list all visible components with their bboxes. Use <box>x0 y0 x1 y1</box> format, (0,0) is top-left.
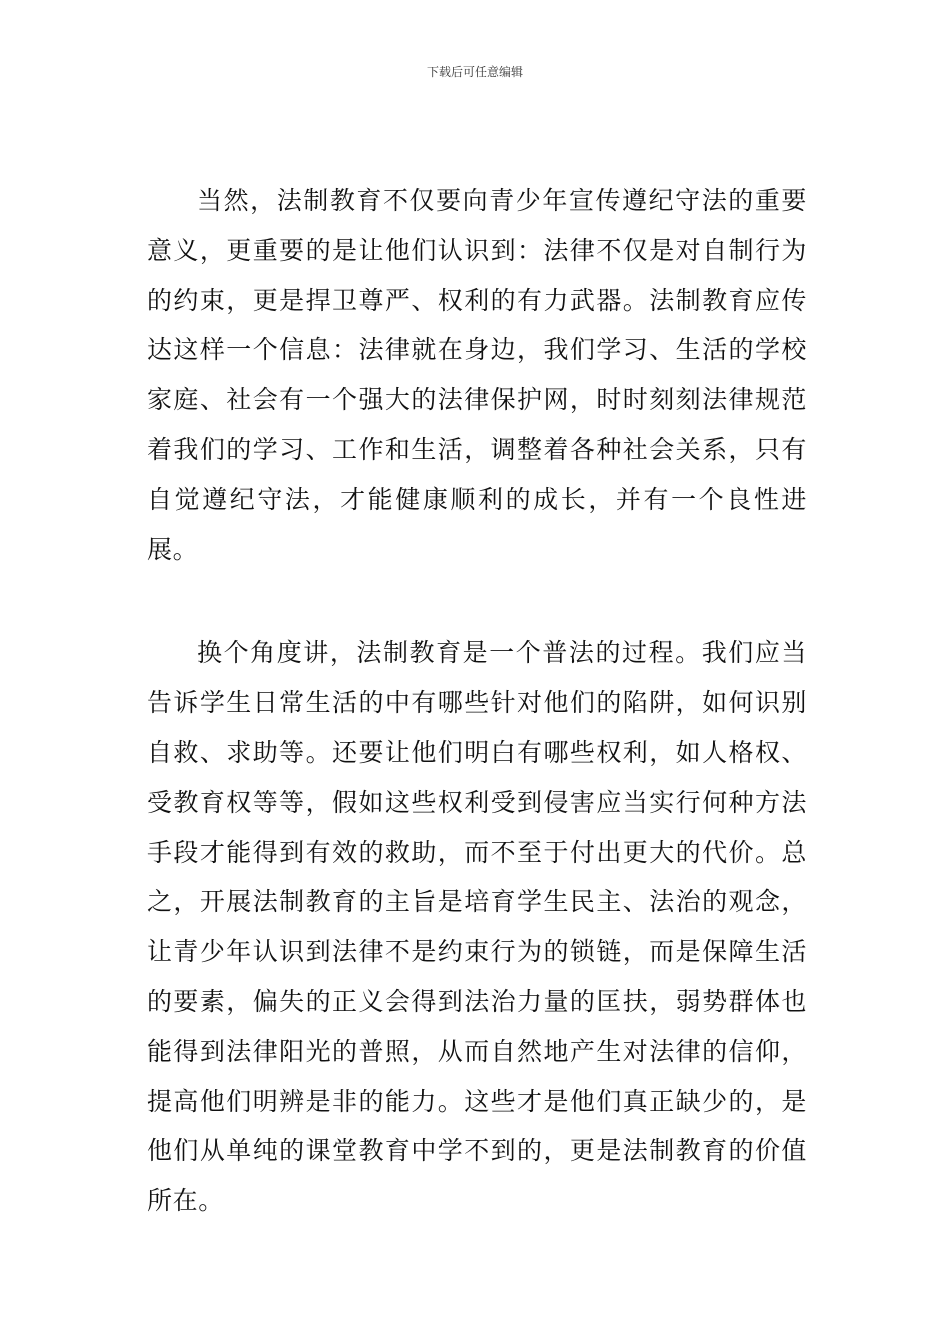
paragraph-1: 当然，法制教育不仅要向青少年宣传遵纪守法的重要意义，更重要的是让他们认识到：法律不仅是对自制行为的约束，更是捍卫尊严、权利的有力武器。法制教育应传达这样一个信息：法律就在身边，我们学习、生活的学校家庭、社会有一个强大的法律保护网，时时刻刻法律规范着我们的学习、工作和生活，调整着各种社会关系，只有自觉遵纪守法，才能健康顺利的成长，并有一个良性进展。 <box>147 186 807 564</box>
document-body <box>147 176 807 1226</box>
paragraph-2: 换个角度讲，法制教育是一个普法的过程。我们应当告诉学生日常生活的中有哪些针对他们的陷阱，如何识别自救、求助等。还要让他们明白有哪些权利，如人格权、受教育权等等，假如这些权利受到侵害应当实行何种方法手段才能得到有效的救助，而不至于付出更大的代价。总之，开展法制教育的主旨是培育学生民主、法治的观念，让青少年认识到法律不是约束行为的锁链，而是保障生活的要素，偏失的正义会得到法治力量的匡扶，弱势群体也能得到法律阳光的普照，从而自然地产生对法律的信仰，提高他们明辨是非的能力。这些才是他们真正缺少的，是他们从单纯的课堂教育中学不到的，更是法制教育的价值所在。 <box>147 638 807 1216</box>
page-header: 下载后可任意编辑 <box>426 65 523 79</box>
